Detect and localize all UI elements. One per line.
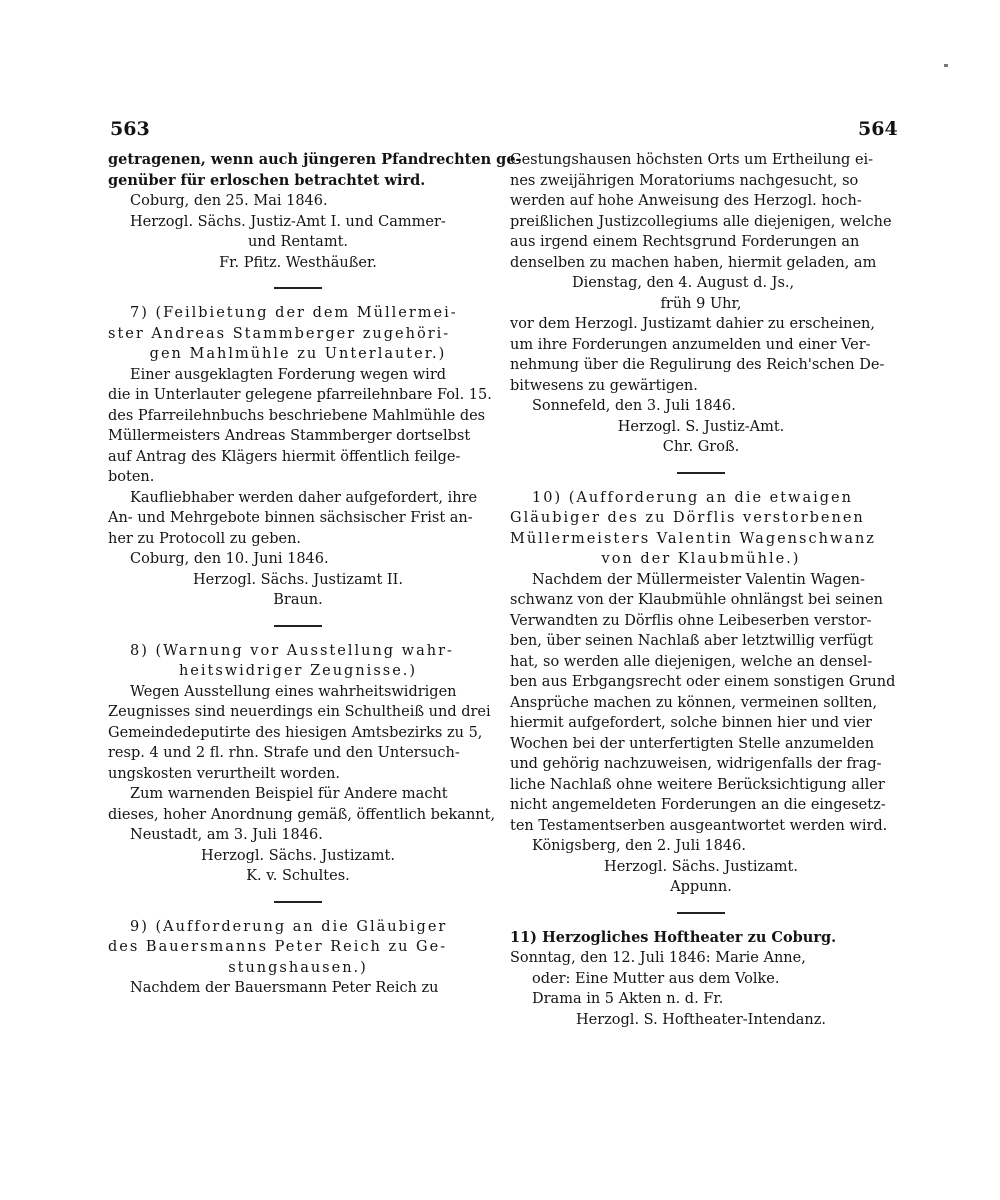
body-10-5: hat, so werden alle diejenigen, welche an densel- [510, 653, 873, 670]
body-9-4: werden auf hohe Anweisung des Herzogl. hoch- [510, 193, 862, 209]
body-7-6: boten. [108, 469, 155, 485]
body-7-2: die in Unterlauter gelegene pfarreilehnbare Fol. 15. [108, 387, 492, 403]
body-7-5: auf Antrag des Klägers hiermit öffentlich feilge- [108, 448, 461, 465]
body-9-5: preißlichen Justizcollegiums alle diejenigen, welche [510, 213, 892, 230]
body-9-9: früh 9 Uhr, [660, 295, 742, 312]
line-1: getragenen, wenn auch jüngeren Pfandrechten ge- [108, 151, 522, 168]
date-9: Sonnefeld, den 3. Juli 1846. [532, 398, 736, 414]
signature-8: K. v. Schultes. [246, 868, 350, 884]
date-8: Neustadt, am 3. Juli 1846. [130, 827, 323, 843]
body-10-2: schwanz von der Klaubmühle ohnlängst bei seinen [510, 592, 884, 608]
body-8-4: resp. 4 und 2 fl. rhn. Strafe und den Untersuch- [108, 745, 460, 761]
body-9-6: aus irgend einem Rechtsgrund Forderungen an [510, 234, 860, 250]
body-8-5: ungskosten verurtheilt worden. [108, 765, 341, 782]
heading-9a: 9) (Aufforderung an die Gläubiger [130, 918, 448, 935]
body-8-2: Zeugnisses sind neuerdings ein Schultheiß und drei [108, 704, 491, 720]
signature-7: Braun. [273, 592, 323, 608]
authority-9: Herzogl. S. Justiz-Amt. [617, 418, 785, 435]
body-10-9: Wochen bei der unterfertigten Stelle anzumelden [510, 735, 875, 752]
body-9-10: vor dem Herzogl. Justizamt dahier zu erscheinen, [510, 316, 875, 332]
body-11-2: oder: Eine Mutter aus dem Volke. [532, 970, 780, 987]
section-divider [677, 912, 725, 914]
heading-11: 11) Herzogliches Hoftheater zu Coburg. [510, 928, 837, 946]
body-7-8: An- und Mehrgebote binnen sächsischer Frist an- [108, 510, 473, 526]
left-column [108, 150, 522, 999]
right-column [510, 150, 896, 1030]
heading-10d: von der Klaubmühle.) [601, 551, 801, 567]
authority-1b: und Rentamt. [247, 234, 349, 250]
body-8-6: Zum warnenden Beispiel für Andere macht [130, 786, 448, 802]
body-9-1: Nachdem der Bauersmann Peter Reich zu [130, 980, 439, 996]
body-10-1: Nachdem der Müllermeister Valentin Wagen- [532, 571, 865, 588]
authority-10: Herzogl. Sächs. Justizamt. [604, 858, 798, 875]
heading-7a: 7) (Feilbietung der dem Müllermei- [130, 305, 458, 321]
body-10-6: ben aus Erbgangsrecht oder einem sonstigen Grund [510, 674, 896, 690]
scan-speck [944, 64, 948, 67]
heading-8b: heitswidriger Zeugnisse.) [178, 663, 418, 679]
date-7: Coburg, den 10. Juni 1846. [130, 551, 329, 567]
body-7-1: Einer ausgeklagten Forderung wegen wird [130, 366, 447, 383]
body-7-3: des Pfarreilehnbuchs beschriebene Mahlmühle des [108, 407, 486, 424]
date-1: Coburg, den 25. Mai 1846. [130, 193, 328, 209]
heading-7b: ster Andreas Stammberger zugehöri- [108, 325, 451, 342]
body-7-4: Müllermeisters Andreas Stammberger dortselbst [108, 428, 471, 444]
signature-10: Appunn. [670, 879, 732, 895]
body-9-3: nes zweijährigen Moratoriums nachgesucht, so [510, 172, 859, 189]
heading-10a: 10) (Aufforderung an die etwaigen [532, 489, 853, 506]
body-8-3: Gemeindedeputirte des hiesigen Amtsbezirks zu 5, [108, 724, 483, 741]
body-8-7: dieses, hoher Anordnung gemäß, öffentlich bekannt, [108, 806, 496, 823]
section-divider [274, 287, 322, 289]
body-10-7: Ansprüche machen zu können, vermeinen sollten, [510, 694, 878, 711]
body-9-12: nehmung über die Regulirung des Reich'schen De- [510, 357, 885, 373]
signature-9: Chr. Groß. [662, 439, 740, 455]
authority-7: Herzogl. Sächs. Justizamt II. [193, 571, 403, 588]
body-10-13: ten Testamentserben ausgeantwortet werden wird. [510, 817, 888, 834]
body-7-7: Kaufliebhaber werden daher aufgefordert, ihre [130, 489, 478, 506]
body-11-1: Sonntag, den 12. Juli 1846: Marie Anne, [510, 950, 806, 966]
heading-9b: des Bauersmanns Peter Reich zu Ge- [108, 939, 448, 955]
body-9-8: Dienstag, den 4. August d. Js., [572, 275, 795, 291]
heading-9c: stungshausen.) [228, 959, 368, 976]
heading-7c: gen Mahlmühle zu Unterlauter.) [149, 346, 447, 362]
body-10-10: und gehörig nachzuweisen, widrigenfalls der frag- [510, 756, 882, 772]
heading-8a: 8) (Warnung vor Ausstellung wahr- [130, 642, 454, 659]
authority-8: Herzogl. Sächs. Justizamt. [201, 847, 395, 864]
authority-1: Herzogl. Sächs. Justiz-Amt I. und Cammer- [130, 213, 446, 230]
page-number-right: 564 [858, 118, 898, 140]
signature-1: Fr. Pfitz. Westhäußer. [219, 254, 377, 271]
heading-10c: Müllermeisters Valentin Wagenschwanz [510, 530, 876, 547]
heading-10b: Gläubiger des zu Dörflis verstorbenen [510, 510, 865, 526]
body-10-4: ben, über seinen Nachlaß aber letztwillig verfügt [510, 633, 873, 649]
signature-11: Herzogl. S. Hoftheater-Intendanz. [576, 1011, 826, 1028]
body-10-8: hiermit aufgefordert, solche binnen hier und vier [510, 715, 872, 731]
line-2: genüber für erloschen betrachtet wird. [108, 171, 426, 189]
date-10: Königsberg, den 2. Juli 1846. [532, 838, 746, 854]
section-divider [274, 901, 322, 903]
body-10-11: liche Nachlaß ohne weitere Berücksichtigung aller [510, 776, 885, 793]
body-10-3: Verwandten zu Dörflis ohne Leibeserben verstor- [510, 612, 872, 629]
body-9-2: Gestungshausen höchsten Orts um Ertheilung ei- [510, 152, 874, 168]
page-number-left: 563 [110, 118, 150, 140]
section-divider [274, 625, 322, 627]
body-11-3: Drama in 5 Akten n. d. Fr. [532, 991, 724, 1007]
body-7-9: her zu Protocoll zu geben. [108, 530, 302, 547]
body-9-13: bitwesens zu gewärtigen. [510, 377, 698, 394]
body-10-12: nicht angemeldeten Forderungen an die eingesetz- [510, 797, 886, 813]
body-8-1: Wegen Ausstellung eines wahrheitswidrigen [130, 683, 457, 700]
section-divider [677, 472, 725, 474]
body-9-7: denselben zu machen haben, hiermit geladen, am [510, 254, 877, 271]
body-9-11: um ihre Forderungen anzumelden und einer Ver- [510, 336, 871, 353]
